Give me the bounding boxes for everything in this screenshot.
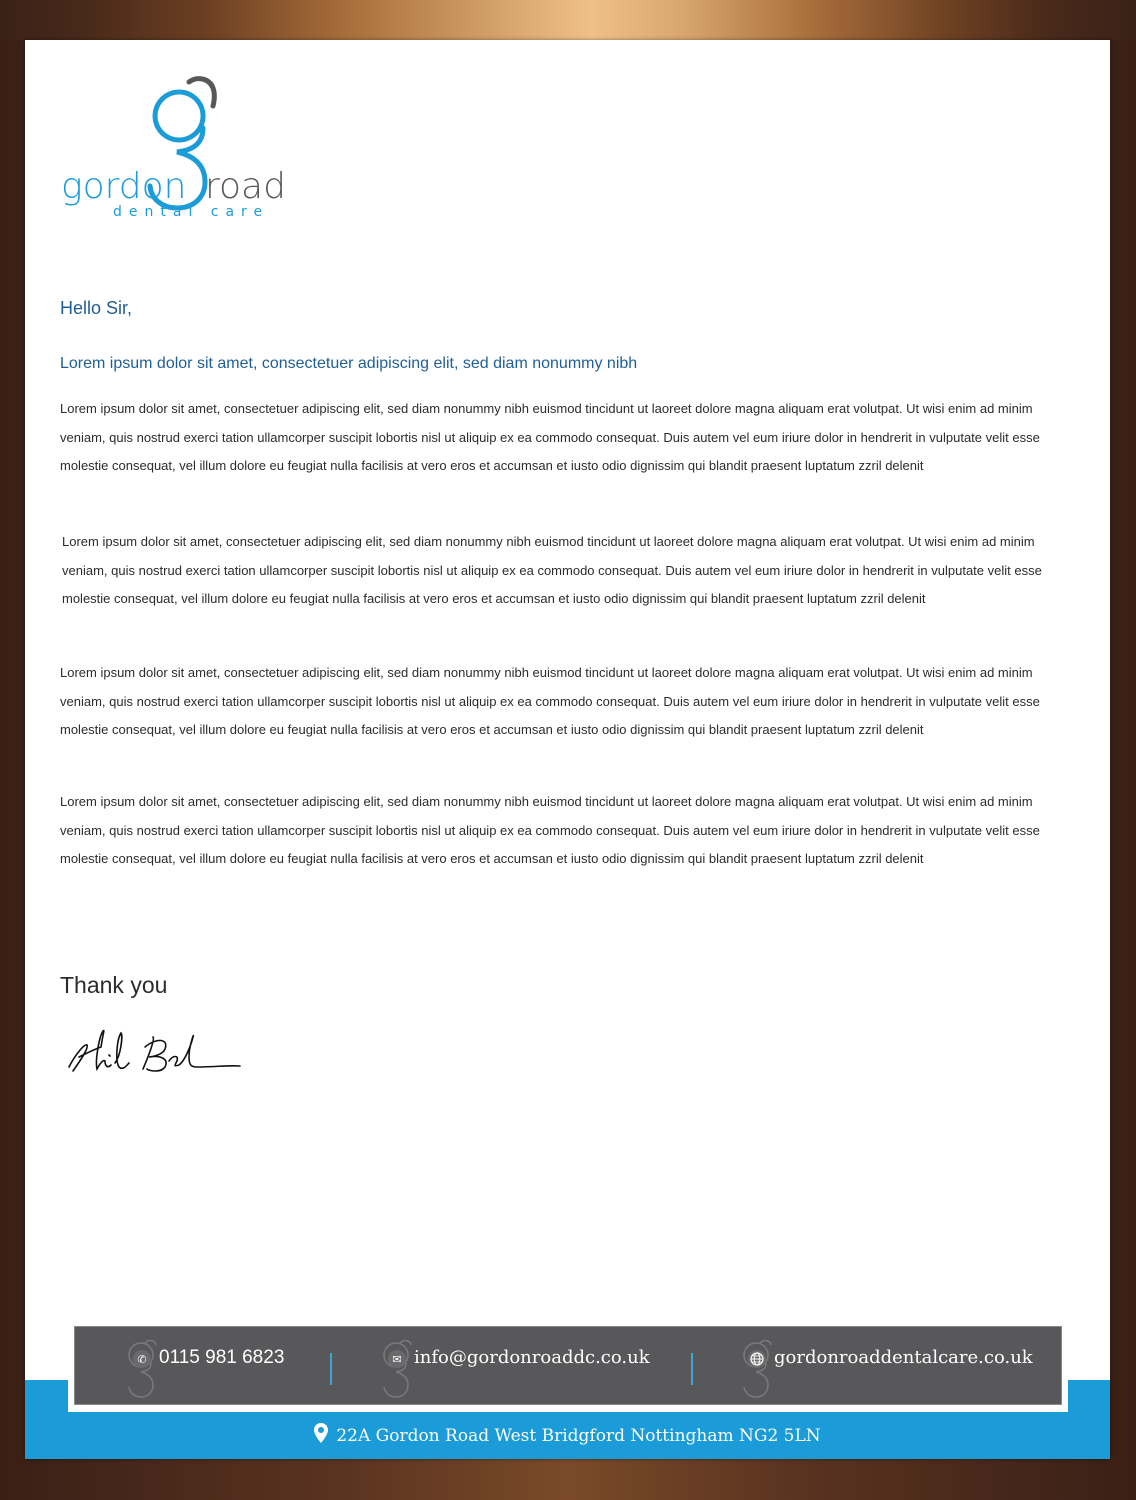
contact-email[interactable] bbox=[382, 1327, 650, 1406]
email-address: info@gordonroaddc.co.uk bbox=[414, 1347, 650, 1368]
body-paragraph: Lorem ipsum dolor sit amet, consectetuer adipiscing elit, sed diam nonummy nibh euismod tincidunt ut laoreet dolore magna aliquam erat volutpat. Ut wisi enim ad minim veniam, quis nostrud exerci tation ullamcorper suscipit lobortis nisl ut aliquip ex ea commodo consequat. Duis autem vel eum iriure dolor in hendrerit in vulputate velit esse molestie consequat, vel illum dolore eu feugiat nulla facilisis at vero eros et accumsan et iusto odio dignissim qui blandit praesent luptatum zzril delenit bbox=[62, 534, 1042, 606]
website-url: gordonroaddentalcare.co.uk bbox=[774, 1347, 1033, 1368]
logo-word-gordon: gordon bbox=[61, 166, 187, 207]
letterhead-page bbox=[25, 40, 1110, 1459]
divider bbox=[330, 1353, 332, 1385]
divider bbox=[691, 1353, 693, 1385]
logo-word-road: road bbox=[205, 166, 286, 207]
body-paragraph: Lorem ipsum dolor sit amet, consectetuer adipiscing elit, sed diam nonummy nibh euismod tincidunt ut laoreet dolore magna aliquam erat volutpat. Ut wisi enim ad minim veniam, quis nostrud exerci tation ullamcorper suscipit lobortis nisl ut aliquip ex ea commodo consequat. Duis autem vel eum iriure dolor in hendrerit in vulputate velit esse molestie consequat, vel illum dolore eu feugiat nulla facilisis at vero eros et accumsan et iusto odio dignissim qui blandit praesent luptatum zzril delenit bbox=[60, 794, 1040, 866]
address bbox=[25, 1423, 1110, 1446]
subheading: Lorem ipsum dolor sit amet, consectetuer adipiscing elit, sed diam nonummy nibh bbox=[60, 355, 638, 372]
phone-icon: ✆ bbox=[133, 1350, 151, 1368]
signature bbox=[65, 1025, 245, 1075]
company-logo bbox=[61, 70, 301, 220]
globe-icon bbox=[748, 1350, 766, 1368]
wood-background-lower bbox=[0, 1459, 1136, 1500]
logo-g-mark-icon bbox=[155, 92, 203, 140]
contact-phone[interactable] bbox=[127, 1327, 284, 1406]
body-paragraph: Lorem ipsum dolor sit amet, consectetuer adipiscing elit, sed diam nonummy nibh euismod tincidunt ut laoreet dolore magna aliquam erat volutpat. Ut wisi enim ad minim veniam, quis nostrud exerci tation ullamcorper suscipit lobortis nisl ut aliquip ex ea commodo consequat. Duis autem vel eum iriure dolor in hendrerit in vulputate velit esse molestie consequat, vel illum dolore eu feugiat nulla facilisis at vero eros et accumsan et iusto odio dignissim qui blandit praesent luptatum zzril delenit bbox=[60, 665, 1040, 737]
address-text: 22A Gordon Road West Bridgford Nottingham NG2 5LN bbox=[336, 1426, 821, 1446]
contact-bar bbox=[74, 1326, 1062, 1405]
phone-number: 0115 981 6823 bbox=[159, 1347, 285, 1368]
salutation: Hello Sir, bbox=[60, 298, 133, 318]
contact-website[interactable] bbox=[742, 1327, 1033, 1406]
map-pin-icon bbox=[314, 1423, 328, 1443]
logo-tagline: dental care bbox=[113, 204, 270, 220]
envelope-icon: ✉ bbox=[388, 1350, 406, 1368]
closing: Thank you bbox=[60, 972, 168, 998]
body-paragraph: Lorem ipsum dolor sit amet, consectetuer adipiscing elit, sed diam nonummy nibh euismod tincidunt ut laoreet dolore magna aliquam erat volutpat. Ut wisi enim ad minim veniam, quis nostrud exerci tation ullamcorper suscipit lobortis nisl ut aliquip ex ea commodo consequat. Duis autem vel eum iriure dolor in hendrerit in vulputate velit esse molestie consequat, vel illum dolore eu feugiat nulla facilisis at vero eros et accumsan et iusto odio dignissim qui blandit praesent luptatum zzril delenit bbox=[60, 401, 1040, 473]
